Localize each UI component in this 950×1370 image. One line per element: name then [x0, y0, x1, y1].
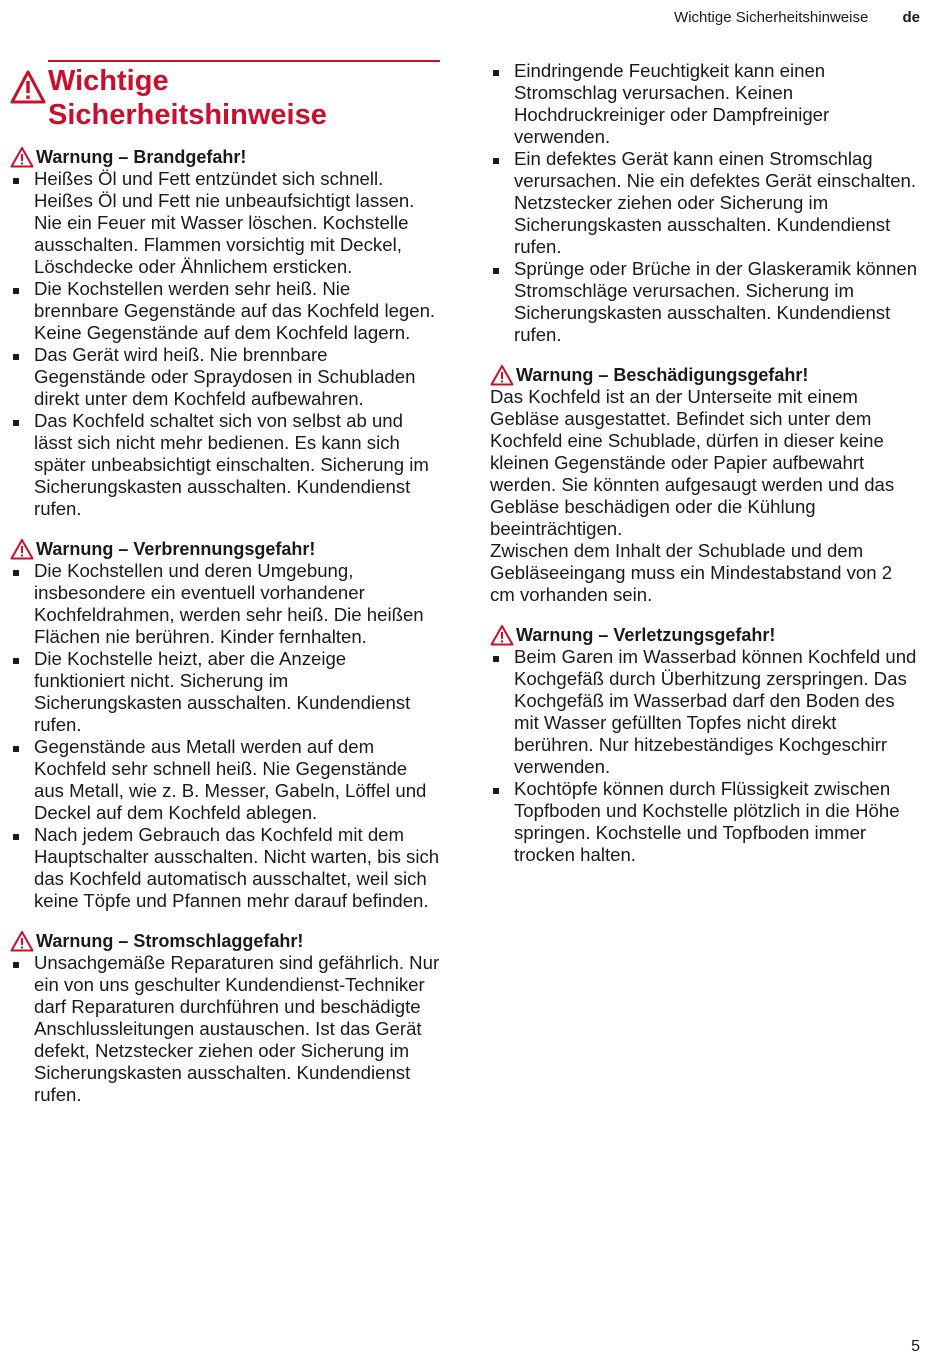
language-code: de [902, 9, 920, 26]
title-rule [48, 60, 440, 62]
paragraph: Das Kochfeld ist an der Unterseite mit einem Gebläse ausgestattet. Befindet sich unter dem Kochfeld eine Schublade, dürfen in dieser keine kleinen Gegenstände oder Papier aufbewahrt werden. Sie könnten aufgesaugt werden und das Gebläse beschädigen oder die Kühlung beeinträchtigen. [490, 386, 895, 539]
list-item-text: Unsachgemäße Reparaturen sind gefährlich. Nur ein von uns geschulter Kundendienst-Techniker darf Reparaturen durchführen und beschädigte Anschlussleitungen austauschen. Ist das Gerät defekt, Netzstecker ziehen oder Sicherung im Sicherungskasten ausschalten. Kundendienst rufen. [34, 952, 440, 1105]
list-item-text: Das Kochfeld schaltet sich von selbst ab und lässt sich nicht mehr bedienen. Es kann sich später unbeabsichtigt einschalten. Sicherung im Sicherungskasten ausschalten. Kundendienst rufen. [34, 410, 429, 519]
list-item [490, 646, 920, 778]
section-heading-text: Warnung – Verbrennungsgefahr! [36, 539, 316, 559]
section-burn [10, 538, 440, 912]
right-column [490, 60, 920, 866]
list-item-text: Sprünge oder Brüche in der Glaskeramik können Stromschläge verursachen. Sicherung im Sicherungskasten ausschalten. Kundendienst rufen. [514, 258, 918, 345]
warning-triangle-icon [10, 538, 34, 560]
list-item-text: Heißes Öl und Fett entzündet sich schnell. Heißes Öl und Fett nie unbeaufsichtigt lassen. Nie ein Feuer mit Wasser löschen. Kochstelle ausschalten. Flammen vorsichtig mit Deckel, Löschdecke oder Ähnlichem ersticken. [34, 168, 415, 277]
list-item-text: Die Kochstellen und deren Umgebung, insbesondere ein eventuell vorhandener Kochfeldrahmen, werden sehr heiß. Die heißen Flächen nie berühren. Kinder fernhalten. [34, 560, 424, 647]
list-item [490, 60, 920, 148]
bullet-icon [13, 746, 19, 752]
list-item [10, 736, 440, 824]
bullet-list [490, 646, 920, 866]
section-shock-continued [490, 60, 920, 346]
list-item [10, 410, 440, 520]
bullet-icon [13, 834, 19, 840]
section-shock [10, 930, 440, 1106]
section-heading [490, 364, 920, 386]
list-item-text: Das Gerät wird heiß. Nie brennbare Gegenstände oder Spraydosen in Schubladen direkt unter dem Kochfeld aufbewahren. [34, 344, 416, 409]
section-heading [490, 624, 920, 646]
bullet-icon [13, 354, 19, 360]
bullet-icon [13, 570, 19, 576]
warning-triangle-icon [490, 364, 514, 386]
page-title: Wichtige Sicherheitshinweise [48, 65, 327, 131]
section-fire [10, 146, 440, 520]
section-damage [490, 364, 920, 606]
running-header-title: Wichtige Sicherheitshinweise [674, 9, 869, 26]
warning-triangle-icon [10, 70, 46, 104]
bullet-icon [493, 268, 499, 274]
bullet-list [10, 952, 440, 1106]
list-item [10, 952, 440, 1106]
warning-triangle-icon [10, 146, 34, 168]
bullet-icon [13, 420, 19, 426]
bullet-icon [13, 178, 19, 184]
section-heading-text: Warnung – Beschädigungsgefahr! [516, 365, 809, 385]
bullet-list [490, 60, 920, 346]
title-block [10, 64, 440, 132]
list-item [10, 560, 440, 648]
list-item [10, 168, 440, 278]
list-item-text: Kochtöpfe können durch Flüssigkeit zwischen Topfboden und Kochstelle plötzlich in die Höhe springen. Kochstelle und Topfboden immer trocken halten. [514, 778, 900, 865]
warning-triangle-icon [10, 930, 34, 952]
list-item [490, 258, 920, 346]
bullet-icon [13, 288, 19, 294]
list-item-text: Gegenstände aus Metall werden auf dem Kochfeld sehr schnell heiß. Nie Gegenstände aus Metall, wie z. B. Messer, Gabeln, Löffel und Deckel auf dem Kochfeld ablegen. [34, 736, 427, 823]
list-item-text: Die Kochstelle heizt, aber die Anzeige funktioniert nicht. Sicherung im Sicherungskasten ausschalten. Kundendienst rufen. [34, 648, 411, 735]
list-item-text: Beim Garen im Wasserbad können Kochfeld und Kochgefäß durch Überhitzung zerspringen. Das Kochgefäß im Wasserbad darf den Boden des mit Wasser gefüllten Topfes nicht direkt berühren. Nur hitzebeständiges Kochgeschirr verwenden. [514, 646, 917, 777]
section-heading-text: Warnung – Verletzungsgefahr! [516, 625, 776, 645]
list-item [10, 824, 440, 912]
section-heading-text: Warnung – Brandgefahr! [36, 147, 247, 167]
list-item [10, 344, 440, 410]
warning-triangle-icon [490, 624, 514, 646]
list-item-text: Die Kochstellen werden sehr heiß. Nie brennbare Gegenstände auf das Kochfeld legen. Keine Gegenstände auf dem Kochfeld lagern. [34, 278, 436, 343]
bullet-icon [493, 158, 499, 164]
bullet-icon [13, 962, 19, 968]
bullet-list [10, 168, 440, 520]
list-item [490, 148, 920, 258]
bullet-icon [13, 658, 19, 664]
section-heading [10, 930, 440, 952]
section-heading [10, 146, 440, 168]
paragraph: Zwischen dem Inhalt der Schublade und dem Gebläseeingang muss ein Mindestabstand von 2 cm vorhanden sein. [490, 540, 893, 605]
page-number: 5 [911, 1338, 920, 1355]
bullet-icon [493, 788, 499, 794]
section-heading-text: Warnung – Stromschlaggefahr! [36, 931, 304, 951]
section-injury [490, 624, 920, 866]
bullet-icon [493, 70, 499, 76]
list-item-text: Nach jedem Gebrauch das Kochfeld mit dem Hauptschalter ausschalten. Nicht warten, bis sich das Kochfeld automatisch ausschaltet, weil sich keine Töpfe und Pfannen mehr darauf befinden. [34, 824, 440, 911]
list-item-text: Eindringende Feuchtigkeit kann einen Stromschlag verursachen. Keinen Hochdruckreiniger oder Dampfreiniger verwenden. [514, 60, 830, 147]
bullet-icon [493, 656, 499, 662]
list-item [490, 778, 920, 866]
bullet-list [10, 560, 440, 912]
running-header [674, 8, 920, 28]
list-item [10, 278, 440, 344]
list-item [10, 648, 440, 736]
list-item-text: Ein defektes Gerät kann einen Stromschlag verursachen. Nie ein defektes Gerät einschalten. Netzstecker ziehen oder Sicherung im Sicherungskasten ausschalten. Kundendienst rufen. [514, 148, 917, 257]
left-column [10, 60, 440, 1106]
section-heading [10, 538, 440, 560]
